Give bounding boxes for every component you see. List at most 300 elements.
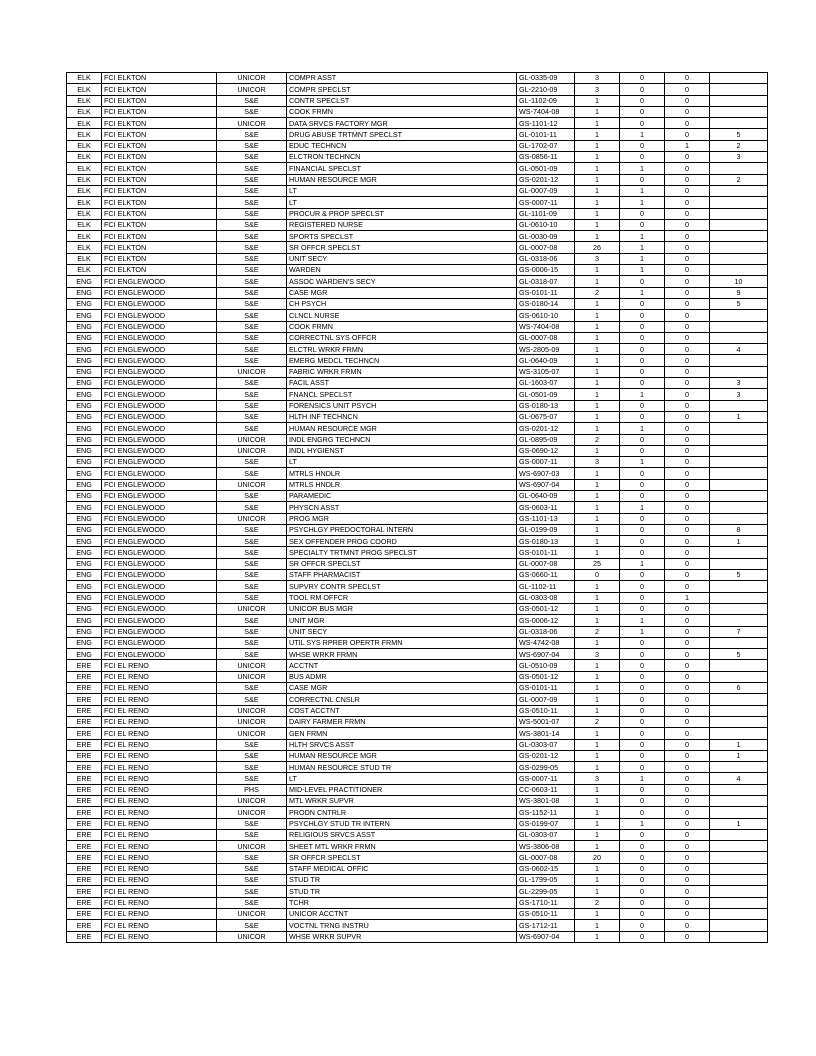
count-a-cell: 1 [575,219,620,230]
grade-cell: GS-0006-12 [517,615,575,626]
grade-cell: GL-0007-09 [517,694,575,705]
grade-cell: GS-0201-12 [517,174,575,185]
count-d-cell [710,875,768,886]
table-row [67,129,768,140]
grade-cell: GS-0201-12 [517,750,575,761]
facility-name-cell: FCI EL RENO [102,818,217,829]
position-title-cell: STUD TR [287,875,517,886]
facility-code-cell: ENG [67,445,102,456]
count-d-cell: 5 [710,129,768,140]
position-title-cell: CONTR SPECLST [287,95,517,106]
facility-name-cell: FCI EL RENO [102,841,217,852]
facility-code-cell: ENG [67,547,102,558]
facility-code-cell: ENG [67,366,102,377]
table-row [67,411,768,422]
count-d-cell: 9 [710,287,768,298]
position-title-cell: DATA SRVCS FACTORY MGR [287,118,517,129]
facility-name-cell: FCI ELKTON [102,242,217,253]
count-a-cell: 1 [575,208,620,219]
grade-cell: GL-0007-08 [517,332,575,343]
grade-cell: GS-1101-12 [517,118,575,129]
count-c-cell: 0 [665,457,710,468]
position-title-cell: ASSOC WARDEN'S SECY [287,276,517,287]
fund-cell: PHS [217,784,287,795]
position-title-cell: RELIGIOUS SRVCS ASST [287,829,517,840]
position-title-cell: LT [287,773,517,784]
count-a-cell: 1 [575,310,620,321]
position-title-cell: PSYCHLGY STUD TR INTERN [287,818,517,829]
count-c-cell: 0 [665,829,710,840]
count-a-cell: 1 [575,265,620,276]
fund-cell: S&E [217,570,287,581]
facility-name-cell: FCI EL RENO [102,829,217,840]
count-c-cell: 0 [665,762,710,773]
facility-name-cell: FCI ENGLEWOOD [102,276,217,287]
count-c-cell: 0 [665,626,710,637]
fund-cell: S&E [217,649,287,660]
count-c-cell: 0 [665,660,710,671]
count-a-cell: 1 [575,468,620,479]
facility-name-cell: FCI ENGLEWOOD [102,637,217,648]
grade-cell: GL-0335-09 [517,73,575,84]
count-d-cell [710,558,768,569]
grade-cell: GL-0007-09 [517,185,575,196]
facility-name-cell: FCI EL RENO [102,660,217,671]
facility-name-cell: FCI EL RENO [102,784,217,795]
count-a-cell: 3 [575,457,620,468]
facility-name-cell: FCI ENGLEWOOD [102,366,217,377]
facility-code-cell: ENG [67,649,102,660]
count-a-cell: 1 [575,276,620,287]
fund-cell: S&E [217,626,287,637]
facility-name-cell: FCI ELKTON [102,185,217,196]
count-c-cell: 0 [665,366,710,377]
count-c-cell: 0 [665,332,710,343]
fund-cell: S&E [217,423,287,434]
position-title-cell: UNIT MGR [287,615,517,626]
count-a-cell: 1 [575,908,620,919]
facility-code-cell: ENG [67,513,102,524]
facility-name-cell: FCI ELKTON [102,208,217,219]
facility-code-cell: ERE [67,863,102,874]
fund-cell: S&E [217,637,287,648]
facility-name-cell: FCI ENGLEWOOD [102,626,217,637]
facility-name-cell: FCI ENGLEWOOD [102,332,217,343]
position-title-cell: CH PSYCH [287,298,517,309]
count-a-cell: 1 [575,118,620,129]
facility-name-cell: FCI ENGLEWOOD [102,400,217,411]
facility-name-cell: FCI ENGLEWOOD [102,479,217,490]
count-d-cell [710,73,768,84]
facility-name-cell: FCI EL RENO [102,863,217,874]
fund-cell: S&E [217,208,287,219]
facility-name-cell: FCI ENGLEWOOD [102,378,217,389]
position-title-cell: ELCTRL WRKR FRMN [287,344,517,355]
count-a-cell: 0 [575,570,620,581]
count-a-cell: 1 [575,332,620,343]
grade-cell: WS-6907-03 [517,468,575,479]
position-title-cell: INDL ENGRG TECHNCN [287,434,517,445]
grade-cell: GS-1152-11 [517,807,575,818]
count-d-cell [710,490,768,501]
table-row [67,163,768,174]
facility-name-cell: FCI ENGLEWOOD [102,423,217,434]
position-title-cell: FACIL ASST [287,378,517,389]
count-a-cell: 1 [575,705,620,716]
fund-cell: S&E [217,773,287,784]
count-d-cell [710,400,768,411]
position-title-cell: WHSE WRKR FRMN [287,649,517,660]
facility-code-cell: ELK [67,152,102,163]
grade-cell: GL-0510-09 [517,660,575,671]
facility-code-cell: ENG [67,603,102,614]
facility-code-cell: ENG [67,355,102,366]
table-row [67,920,768,931]
table-row [67,705,768,716]
facility-name-cell: FCI ELKTON [102,152,217,163]
facility-code-cell: ENG [67,468,102,479]
count-a-cell: 1 [575,366,620,377]
count-c-cell: 0 [665,344,710,355]
count-c-cell: 0 [665,558,710,569]
count-d-cell [710,468,768,479]
facility-name-cell: FCI ENGLEWOOD [102,592,217,603]
fund-cell: UNICOR [217,807,287,818]
facility-code-cell: ELK [67,253,102,264]
facility-name-cell: FCI ELKTON [102,219,217,230]
count-d-cell: 1 [710,536,768,547]
table-row [67,637,768,648]
fund-cell: S&E [217,411,287,422]
facility-code-cell: ERE [67,694,102,705]
count-b-cell: 0 [620,355,665,366]
facility-code-cell: ELK [67,231,102,242]
facility-name-cell: FCI EL RENO [102,796,217,807]
count-b-cell: 1 [620,773,665,784]
count-c-cell: 0 [665,683,710,694]
count-b-cell: 0 [620,863,665,874]
count-a-cell: 1 [575,750,620,761]
count-c-cell: 0 [665,389,710,400]
count-b-cell: 0 [620,536,665,547]
facility-name-cell: FCI EL RENO [102,728,217,739]
count-a-cell: 1 [575,536,620,547]
table-row [67,931,768,942]
facility-code-cell: ENG [67,558,102,569]
count-d-cell [710,897,768,908]
count-b-cell: 0 [620,118,665,129]
table-row [67,570,768,581]
position-title-cell: FORENSICS UNIT PSYCH [287,400,517,411]
count-b-cell: 0 [620,479,665,490]
facility-code-cell: ENG [67,332,102,343]
count-c-cell: 0 [665,649,710,660]
count-b-cell: 0 [620,637,665,648]
count-d-cell [710,219,768,230]
position-title-cell: WARDEN [287,265,517,276]
facility-code-cell: ELK [67,118,102,129]
table-row [67,140,768,151]
count-d-cell [710,920,768,931]
count-c-cell: 0 [665,84,710,95]
count-d-cell [710,807,768,818]
count-d-cell [710,592,768,603]
position-title-cell: SPECIALTY TRTMNT PROG SPECLST [287,547,517,558]
grade-cell: WS-7404-08 [517,106,575,117]
count-d-cell [710,886,768,897]
position-title-cell: SHEET MTL WRKR FRMN [287,841,517,852]
count-b-cell: 0 [620,716,665,727]
facility-code-cell: ERE [67,739,102,750]
table-row [67,276,768,287]
facility-code-cell: ENG [67,536,102,547]
count-a-cell: 1 [575,355,620,366]
facility-code-cell: ELK [67,140,102,151]
count-a-cell: 1 [575,615,620,626]
count-b-cell: 0 [620,298,665,309]
count-b-cell: 0 [620,140,665,151]
facility-code-cell: ERE [67,750,102,761]
count-a-cell: 1 [575,400,620,411]
count-b-cell: 0 [620,445,665,456]
table-row [67,208,768,219]
count-d-cell [710,423,768,434]
count-d-cell [710,931,768,942]
facility-code-cell: ENG [67,626,102,637]
facility-name-cell: FCI EL RENO [102,886,217,897]
facility-code-cell: ERE [67,829,102,840]
fund-cell: UNICOR [217,479,287,490]
count-c-cell: 0 [665,547,710,558]
count-c-cell: 1 [665,140,710,151]
table-row [67,513,768,524]
fund-cell: S&E [217,852,287,863]
grade-cell: GS-0101-11 [517,683,575,694]
facility-name-cell: FCI EL RENO [102,807,217,818]
position-title-cell: LT [287,185,517,196]
count-c-cell: 0 [665,73,710,84]
facility-code-cell: ERE [67,660,102,671]
fund-cell: S&E [217,219,287,230]
count-b-cell: 0 [620,310,665,321]
grade-cell: GS-0101-11 [517,287,575,298]
table-row [67,84,768,95]
count-d-cell [710,852,768,863]
grade-cell: GS-0007-11 [517,773,575,784]
fund-cell: UNICOR [217,434,287,445]
count-b-cell: 1 [620,253,665,264]
count-a-cell: 1 [575,592,620,603]
grade-cell: CC-0603-11 [517,784,575,795]
facility-code-cell: ENG [67,434,102,445]
grade-cell: WS-2805-09 [517,344,575,355]
count-b-cell: 0 [620,581,665,592]
facility-code-cell: ELK [67,219,102,230]
count-c-cell: 0 [665,637,710,648]
count-c-cell: 0 [665,875,710,886]
count-a-cell: 3 [575,253,620,264]
fund-cell: S&E [217,592,287,603]
table-row [67,219,768,230]
count-a-cell: 1 [575,411,620,422]
facility-name-cell: FCI ENGLEWOOD [102,310,217,321]
position-title-cell: STUD TR [287,886,517,897]
fund-cell: S&E [217,547,287,558]
staffing-table [66,72,768,943]
facility-code-cell: ERE [67,875,102,886]
grade-cell: GL-1799-05 [517,875,575,886]
table-row [67,626,768,637]
fund-cell: UNICOR [217,73,287,84]
grade-cell: GS-0007-11 [517,457,575,468]
fund-cell: S&E [217,152,287,163]
facility-code-cell: ENG [67,378,102,389]
count-d-cell [710,694,768,705]
count-c-cell: 0 [665,378,710,389]
grade-cell: GL-0303-07 [517,739,575,750]
fund-cell: S&E [217,276,287,287]
count-d-cell: 3 [710,378,768,389]
fund-cell: S&E [217,265,287,276]
fund-cell: S&E [217,886,287,897]
count-b-cell: 0 [620,276,665,287]
position-title-cell: ELCTRON TECHNCN [287,152,517,163]
count-d-cell [710,95,768,106]
grade-cell: GL-0640-09 [517,355,575,366]
grade-cell: GL-0007-08 [517,852,575,863]
position-title-cell: COOK FRMN [287,321,517,332]
grade-cell: GS-0201-12 [517,423,575,434]
position-title-cell: UNIT SECY [287,626,517,637]
position-title-cell: PROG MGR [287,513,517,524]
count-c-cell: 0 [665,400,710,411]
table-row [67,106,768,117]
count-a-cell: 3 [575,73,620,84]
grade-cell: GS-0610-10 [517,310,575,321]
facility-name-cell: FCI ENGLEWOOD [102,468,217,479]
table-row [67,841,768,852]
count-b-cell: 1 [620,129,665,140]
facility-name-cell: FCI ENGLEWOOD [102,490,217,501]
facility-name-cell: FCI ENGLEWOOD [102,603,217,614]
count-d-cell [710,671,768,682]
count-b-cell: 1 [620,197,665,208]
count-b-cell: 0 [620,321,665,332]
table-row [67,863,768,874]
position-title-cell: COMPR SPECLST [287,84,517,95]
count-d-cell [710,310,768,321]
count-c-cell: 0 [665,671,710,682]
fund-cell: UNICOR [217,908,287,919]
count-a-cell: 2 [575,716,620,727]
grade-cell: GL-0303-07 [517,829,575,840]
facility-code-cell: ENG [67,592,102,603]
count-c-cell: 0 [665,807,710,818]
count-c-cell: 0 [665,796,710,807]
count-c-cell: 0 [665,615,710,626]
facility-code-cell: ERE [67,784,102,795]
table-row [67,818,768,829]
count-d-cell: 1 [710,739,768,750]
position-title-cell: ACCTNT [287,660,517,671]
count-d-cell: 1 [710,818,768,829]
position-title-cell: FABRIC WRKR FRMN [287,366,517,377]
count-a-cell: 1 [575,231,620,242]
fund-cell: S&E [217,321,287,332]
table-row [67,185,768,196]
table-row [67,434,768,445]
count-d-cell: 6 [710,683,768,694]
count-a-cell: 1 [575,807,620,818]
fund-cell: UNICOR [217,705,287,716]
table-row [67,457,768,468]
count-c-cell: 0 [665,694,710,705]
count-c-cell: 0 [665,445,710,456]
fund-cell: S&E [217,739,287,750]
facility-code-cell: ERE [67,728,102,739]
table-row [67,378,768,389]
fund-cell: UNICOR [217,84,287,95]
fund-cell: S&E [217,355,287,366]
count-d-cell [710,163,768,174]
fund-cell: S&E [217,400,287,411]
facility-code-cell: ELK [67,208,102,219]
count-a-cell: 3 [575,773,620,784]
table-row [67,287,768,298]
count-d-cell: 5 [710,298,768,309]
count-a-cell: 1 [575,389,620,400]
fund-cell: S&E [217,106,287,117]
count-b-cell: 1 [620,423,665,434]
count-a-cell: 1 [575,694,620,705]
facility-code-cell: ENG [67,637,102,648]
position-title-cell: MTRLS HNDLR [287,468,517,479]
facility-name-cell: FCI ENGLEWOOD [102,536,217,547]
count-c-cell: 0 [665,490,710,501]
table-row [67,174,768,185]
count-d-cell [710,118,768,129]
count-b-cell: 0 [620,897,665,908]
count-d-cell [710,479,768,490]
fund-cell: S&E [217,502,287,513]
count-d-cell [710,603,768,614]
count-a-cell: 1 [575,637,620,648]
facility-name-cell: FCI EL RENO [102,683,217,694]
fund-cell: UNICOR [217,603,287,614]
table-row [67,265,768,276]
count-d-cell: 10 [710,276,768,287]
grade-cell: GS-1710-11 [517,897,575,908]
count-d-cell [710,660,768,671]
facility-name-cell: FCI EL RENO [102,694,217,705]
facility-code-cell: ERE [67,897,102,908]
count-d-cell: 4 [710,773,768,784]
facility-name-cell: FCI ENGLEWOOD [102,547,217,558]
count-c-cell: 0 [665,581,710,592]
count-d-cell [710,242,768,253]
count-c-cell: 0 [665,739,710,750]
count-d-cell [710,615,768,626]
facility-name-cell: FCI ENGLEWOOD [102,321,217,332]
position-title-cell: MID-LEVEL PRACTITIONER [287,784,517,795]
count-b-cell: 0 [620,841,665,852]
facility-name-cell: FCI ENGLEWOOD [102,558,217,569]
facility-name-cell: FCI EL RENO [102,897,217,908]
count-d-cell [710,863,768,874]
count-a-cell: 1 [575,423,620,434]
facility-code-cell: ERE [67,773,102,784]
count-a-cell: 1 [575,502,620,513]
